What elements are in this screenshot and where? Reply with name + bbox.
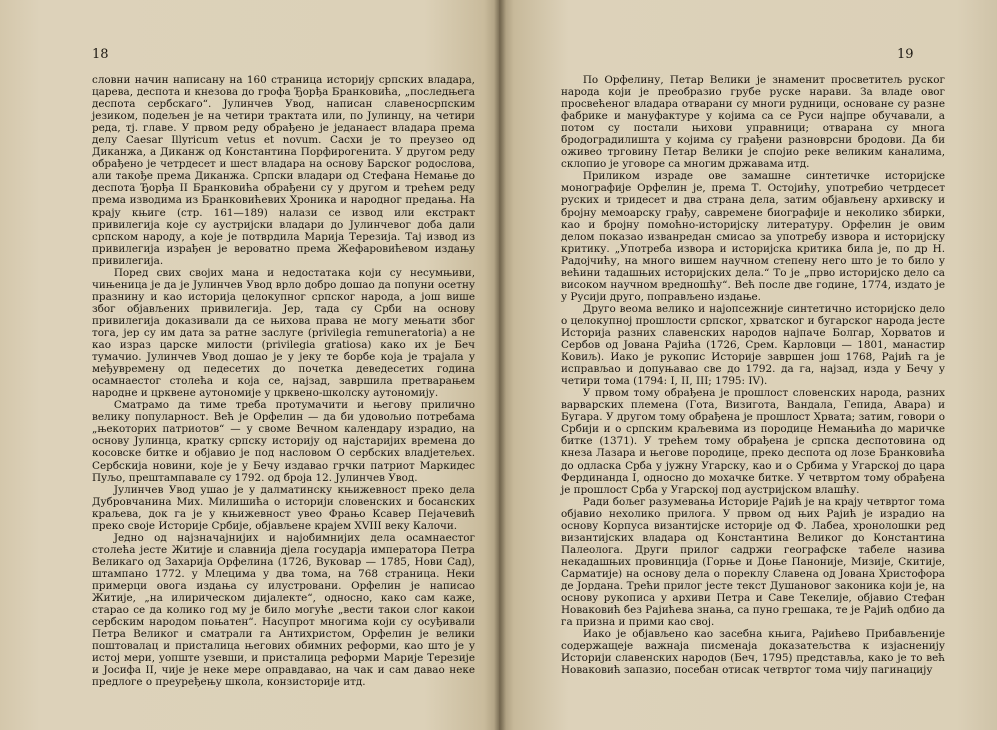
page-body bbox=[92, 74, 475, 688]
paragraph: У првом тому обрађена је прошлост словенских народа, разних варварских племена (Гота, Визигота, Вандала, Гепида, Авара) и Бугара. У другом тому обрађена је прошлост Хрвата; затим, говори о Србији и о српским краљевима из породице Немањића до маричке битке (1371). У трећем тому обрађена је српска деспотовина од кнеза Лазара и његове породице, преко деспота од лозе Бранковића до одласка Срба у јужну Угарску, као и о Србима у Угарској до цара Фердинанда I, односно до мохачке битке. У четвртом тому обрађена је прошлост Срба у Угарској под аустријском влашћу. bbox=[561, 387, 945, 496]
paragraph: Друго веома велико и најопсежније синтетично историјско дело о целокупној прошлости српског, хрватског и бугарског народа јесте Историја разних славенских народов најпаче Болгар, Хорватов и Сербов од Јована Рајића (1726, Срем. Карловци — 1801, манастир Ковиљ). Иако је рукопис Историје завршен још 1768, Рајић га је исправљао и допуњавао све до 1792. да га, најзад, изда у Бечу у четири тома (1794: I, II, III; 1795: IV). bbox=[561, 302, 945, 388]
paragraph: словни начин написану на 160 страница историју српских владара, царева, деспота и кнезова до грофа Ђорђа Бранковића, „последњега деспота сербскаго“. Јулинчев Увод, написан славеносрпским језиком, подељен је на четири трактата или, по Јулинцу, на четири реда, тј. главе. У првом реду обрађено је једанаест владара према делу Caesar Illyricum vetus et novum. Сасхи је то преузео од Диканжа, а Диканж од Константина Порфирогенита. У другом реду обрађено је четрдесет и шест владара на основу Барског родослова, али такође према Диканжа. Српски владари од Стефана Немање до деспота Ђорђа II Бранковића обрађени су у другом и трећем реду према изводима из Бранковићевих Хроника и народног предања. На крају књиге (стр. 161—189) налази се извод или екстракт привилегија које су аустријски владари до Јулинчевог доба дали српском народу, а које је потврдила Марија Терезија. Тај извод из привилегија израђен је вероватно према Жефаровићевом издању привилегија. bbox=[92, 74, 475, 267]
page-number: 19 bbox=[897, 47, 914, 62]
paragraph: Једно од најзначајнијих и најобимнијих дела осамнаестог столећа јесте Житије и славнија дјела государја императора Петра Великаго од Захарија Орфелина (1726, Вуковар — 1785, Нови Сад), штампано 1772. у Млецима у два тома, на 768 страница. Неки примерци овога издања су илустровани. Орфелин је написао Житије, „на илирическом дијалекте“, односно, како сам каже, старао се да колико год му је било могуће „вести такои слог какои сербским народом поњатен“. Насупрот многима који су осуђивали Петра Великог и сматрали га Антихристом, Орфелин је велики поштовалац и присталица његових обимних реформи, као што је у истој мери, уопште узевши, и присталица реформи Марије Терезије и Јосифа II, чије је неке мере оправдавао, на чак и сам давао неке предлоге о преуређењу школа, конзисторије итд. bbox=[92, 531, 475, 689]
paragraph: Сматрамо да тиме треба протумачити и његову прилично велику популарност. Већ је Орфелин — да би удовољио потребама „њекоторих патриотов“ — у своме Вечном календару израдио, на основу Јулинца, кратку српску историју од најстаријих времена до косовске битке и објавио је под насловом О сербских владјетељех. Сербскија новини, које је у Бечу издавао грчки патриот Маркидес Пуљо, прештампавале су 1792. од броја 12. Јулинчев Увод. bbox=[92, 399, 475, 484]
page-body bbox=[561, 74, 945, 676]
paragraph: Иако је објављено као засебна књига, Рајићево Прибављеније содержащеје важнаја писменаја доказатељства к изјасненију Историји славенских народов (Беч, 1795) представља, како је то већ Новаковић запазио, посебан отисак четвртог тома чију пагинацију bbox=[561, 628, 945, 677]
paragraph: Ради бољег разумевања Историје Рајић је на крају четвртог тома објавио нехолико прилога. У првом од њих Рајић је израдио на основу Корпуса византијске историје од Ф. Лабеа, хронолошки ред византијских владара од Константина Великог до Константина Палеолога. Други прилог садржи географске табеле назива некадашњих провинција (Горње и Доње Паноније, Мизије, Скитије, Сарматије) на основу дела о пореклу Славена од Јована Христофора де Јордана. Трећи прилог јесте текст Душановог законика који је, на основу рукописа у архиви Петра и Саве Текелије, објавио Стефан Новаковић без Рајићева знања, са пуно грешака, те је Рајић одбио да га призна и прими као свој. bbox=[561, 495, 945, 629]
book-gutter bbox=[494, 0, 506, 730]
paragraph: Јулинчев Увод ушао је у далматинску књижевност преко дела Дубровчанина Мих. Милишића о историји словенских и босанских краљева, док га је у књижевност увео Фрањо Ксавер Пејачевић преко своје Историје Србије, објављене крајем XVIII веку Калочи. bbox=[92, 483, 475, 532]
page-number: 18 bbox=[92, 47, 109, 62]
paragraph: Поред свих својих мана и недостатака који су несумњиви, чињеница је да је Јулинчев Увод врло добро дошао да попуни осетну празнину и као историја целокупног српског народа, а још више због објављених привилегија. Јер, тада су Срби на основу привилегија доказивали да се њихова права не могу мењати због тога, јер су им дата за ратне заслуге (privilegia remuneratoria) а не као израз царске милости (privilegia gratiosa) како их је Беч тумачио. Јулинчев Увод дошао је у јеку те борбе која је трајала у међувремену од педесетих до почетка деведесетих година осамнаестог столећа и која се, најзад, завршила претварањем народне и црквене аутономије у црквено-школску аутономију. bbox=[92, 266, 475, 400]
paragraph: По Орфелину, Петар Велики је знаменит просветитељ руског народа који је преобразио грубе руске нарави. За владе овог просвећеног владара отварани су многи рудници, основане су разне фабрике и мануфактуре у којима са се Руси најпре обучавали, а потом су постали њихови управници; отварана су многа бродоградилишта у којима су грађени разноврсни бродови. Да би оживео трговину Петар Велики је спојио реке великим каналима, склопио је уговоре са многим државама итд. bbox=[561, 74, 945, 171]
paragraph: Приликом израде ове замашне синтетичке историјске монографије Орфелин је, према Т. Остојићу, употребио четрдесет руских и тридесет и два страна дела, затим објављену архивску и бројну мемоарску грађу, савремене биографије и неколико збирки, као и бројну помоћно-историјску литературу. Орфелин је овим делом показао изванредан смисао за употребу извора и историјску критику. „Употреба извора и историјска критика била је, по др Н. Радојчићу, на много вишем научном степену него што је то било у већини тадашњих историјских дела.“ То је „прво историјско дело са високом научном вредношћу“. Већ после две године, 1774, издато је у Русији друго, поправљено издање. bbox=[561, 170, 945, 303]
right-page bbox=[499, 0, 997, 730]
